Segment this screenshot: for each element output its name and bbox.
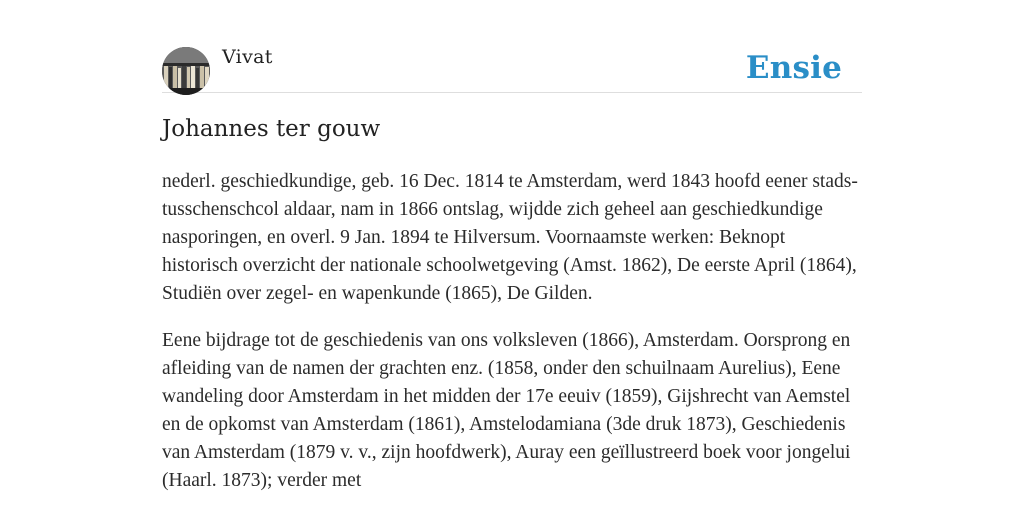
article-paragraph: Eene bijdrage tot de geschiedenis van ons volksleven (1866), Amsterdam. Oorsprong en afleiding van de namen der grachten enz. (1858, onder den schuilnaam Aurelius), Eene wandeling door Amsterdam in het midden der 17e eeuiv (1859), Gijshrecht van Aemstel en de opkomst van Amsterdam (1861), Amstelodamiana (3de druk 1873), Geschiedenis van Amsterdam (1879 v. v., zijn hoofdwerk), Auray een geïllustreerd boek voor jongelui (Haarl. 1873); verder met — [162, 330, 851, 491]
article-paragraph: nederl. geschiedkundige, geb. 16 Dec. 1814 te Amsterdam, werd 1843 hoofd eener stads-tusschenschcol aldaar, nam in 1866 ontslag, wijdde zich geheel aan geschiedkundige nasporingen, en overl. 9 Jan. 1894 te Hilversum. Voornaamste werken: Beknopt historisch overzicht der nationale schoolwetgeving (Amst. 1862), De eerste April (1864), Studiën over zegel- en wapenkunde (1865), De Gilden. — [162, 171, 858, 304]
article-page — [162, 0, 862, 491]
article-body — [162, 168, 862, 514]
bookshelf-avatar-icon[interactable] — [162, 47, 210, 95]
ensie-logo[interactable]: Ensie — [745, 50, 842, 86]
article-title: Johannes ter gouw — [162, 116, 381, 142]
article-header — [162, 0, 862, 93]
source-name[interactable]: Vivat — [222, 46, 273, 68]
